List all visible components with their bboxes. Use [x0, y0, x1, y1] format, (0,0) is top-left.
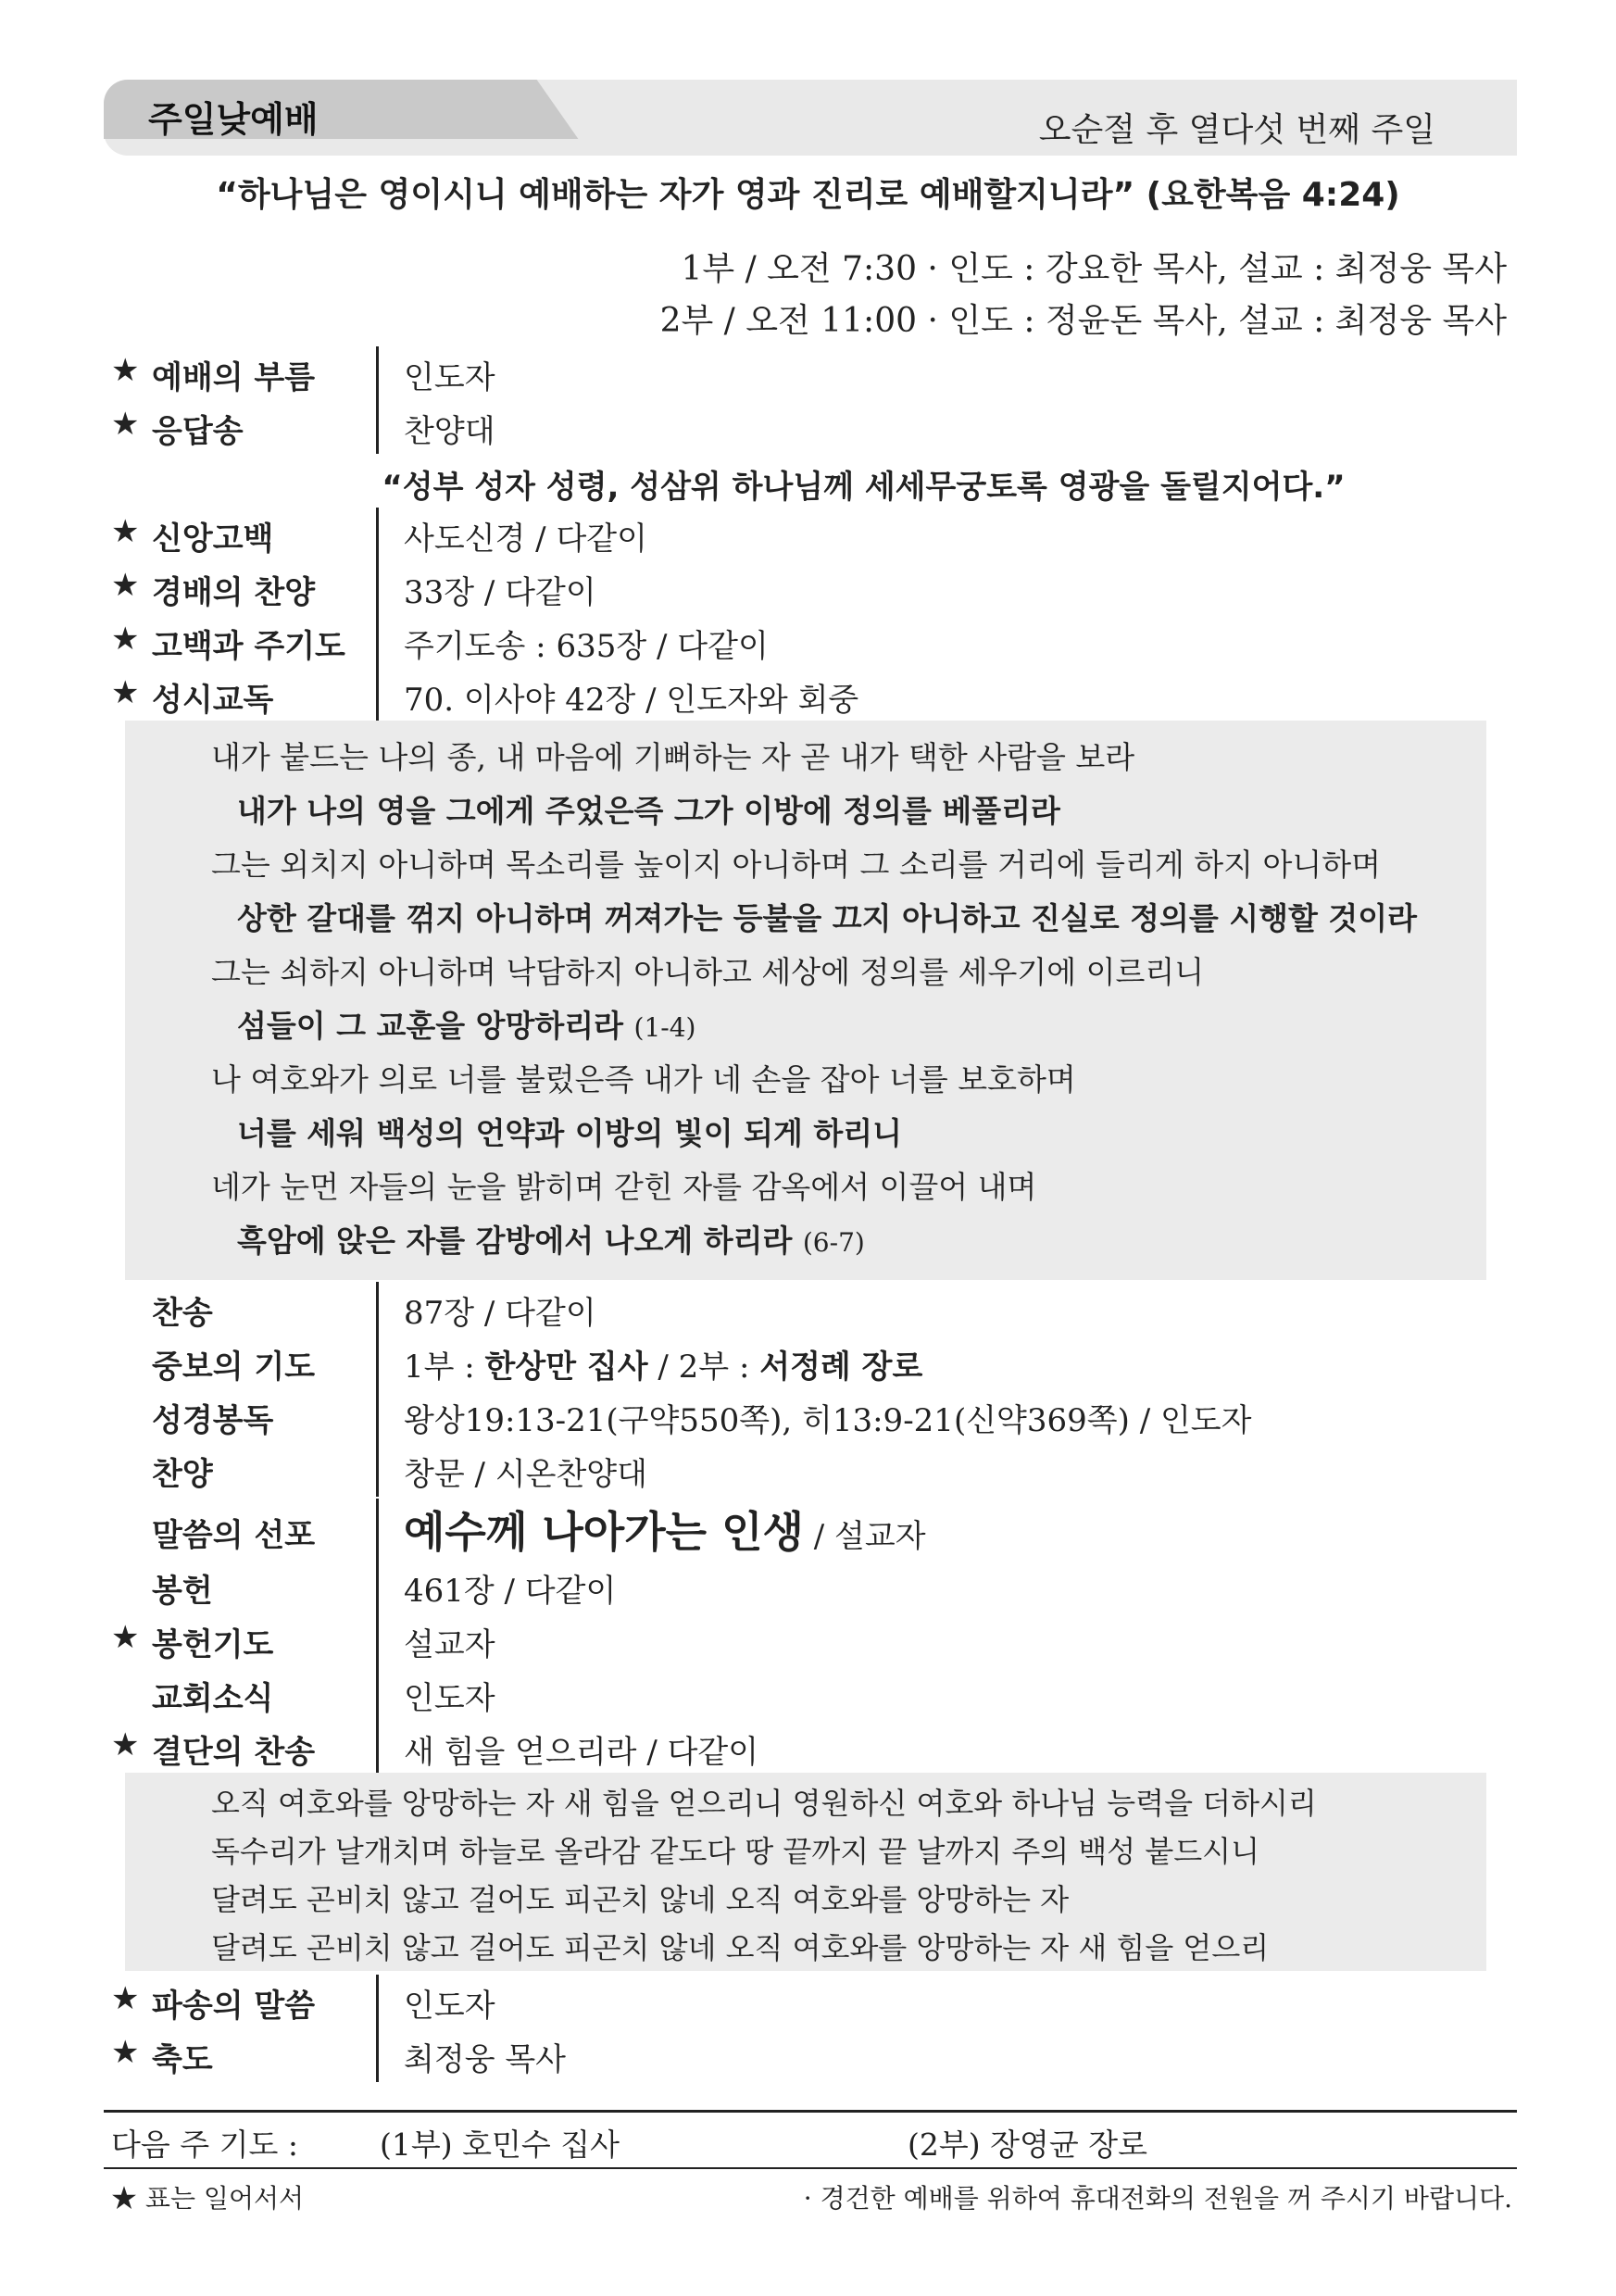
- next-week-prayer-second: (2부) 장영균 장로: [908, 2127, 1147, 2163]
- order-value: 461장 / 다같이: [404, 1573, 617, 1610]
- order-label: 봉헌: [152, 1573, 213, 1610]
- order-item-sermon: [111, 1499, 1510, 1558]
- order-item-creed: [111, 508, 1510, 559]
- order-label: 고백과 주기도: [152, 628, 345, 665]
- reading-line-congregation: 내가 나의 영을 그에게 주었은즉 그가 이방에 정의를 베풀리라: [237, 793, 1060, 829]
- order-item-intercession: [111, 1336, 1510, 1387]
- order-value: [404, 1341, 922, 1386]
- divider: [376, 1667, 379, 1721]
- stand-star-icon: ★: [111, 1619, 140, 1656]
- sermon-by: / 설교자: [803, 1518, 926, 1555]
- divider: [376, 1336, 379, 1389]
- order-value: 사도신경 / 다같이: [404, 521, 647, 558]
- reading-line-leader: 그는 외치지 아니하며 목소리를 높이지 아니하며 그 소리를 거리에 들리게 하지 아니하며: [211, 847, 1381, 883]
- order-item-confession: [111, 615, 1510, 667]
- reading-line-leader: 나 여호와가 의로 너를 불렀은즉 내가 네 손을 잡아 너를 보호하며: [211, 1061, 1076, 1098]
- order-value: 87장 / 다같이: [404, 1295, 596, 1332]
- reading-line-leader: 네가 눈먼 자들의 눈을 밝히며 갇힌 자를 감옥에서 이끌어 내며: [211, 1169, 1037, 1205]
- order-value: 주기도송 : 635장 / 다같이: [404, 628, 769, 665]
- order-label: 파송의 말씀: [152, 1988, 316, 2025]
- order-item-closing-hymn: [111, 1721, 1510, 1773]
- order-item-responsive-reading: [111, 669, 1510, 721]
- stand-star-icon: ★: [111, 2034, 140, 2071]
- schedule-first: 1부 / 오전 7:30 · 인도 : 강요한 목사, 설교 : 최정웅 목사: [681, 250, 1507, 288]
- sermon-title: 예수께 나아가는 인생: [404, 1507, 804, 1557]
- divider: [376, 346, 379, 400]
- next-week-prayer-label: 다음 주 기도 :: [111, 2127, 298, 2163]
- order-label: 말씀의 선포: [152, 1517, 316, 1554]
- divider: [376, 400, 379, 454]
- stand-star-icon: ★: [111, 674, 140, 711]
- footer-rule-bottom: [104, 2167, 1517, 2169]
- divider: [376, 508, 379, 561]
- doxology: “성부 성자 성령, 성삼위 하나님께 세세무궁토록 영광을 돌릴지어다.”: [382, 469, 1346, 506]
- stand-star-icon: ★: [111, 513, 140, 550]
- order-item-scripture: [111, 1389, 1510, 1441]
- order-label: 성시교독: [152, 682, 274, 719]
- stand-legend: ★ 표는 일어서서: [111, 2183, 305, 2214]
- order-item-call-to-worship: [111, 346, 1510, 398]
- order-value: 인도자: [404, 359, 495, 396]
- order-label: 중보의 기도: [152, 1349, 316, 1386]
- order-label: 찬송: [152, 1295, 213, 1332]
- reading-text: 섬들이 그 교훈을 앙망하리라: [237, 1008, 624, 1044]
- motto-verse: “하나님은 영이시니 예배하는 자가 영과 진리로 예배할지니라” (요한복음 4:24): [216, 176, 1400, 214]
- order-value: 70. 이사야 42장 / 인도자와 회중: [404, 682, 859, 719]
- divider: [376, 561, 379, 615]
- prayer-first-name: 한상만 집사: [484, 1349, 648, 1386]
- order-item-praise: [111, 561, 1510, 613]
- order-item-benediction: [111, 2028, 1510, 2080]
- divider: [376, 1560, 379, 1613]
- lyrics-line: 달려도 곤비치 않고 걸어도 피곤치 않네 오직 여호와를 앙망하는 자: [211, 1882, 1070, 1917]
- reading-line-leader: 그는 쇠하지 아니하며 낙담하지 아니하고 세상에 정의를 세우기에 이르리니: [211, 954, 1205, 990]
- page-title: 주일낮예배: [148, 99, 319, 140]
- prayer-second-name: 서정례 장로: [759, 1349, 923, 1386]
- lyrics-line: 독수리가 날개치며 하늘로 올라감 같도다 땅 끝까지 끝 날까지 주의 백성 붙드시니: [211, 1834, 1259, 1869]
- next-week-prayer-first: (1부) 호민수 집사: [380, 2127, 620, 2163]
- order-value: 33장 / 다같이: [404, 574, 596, 611]
- verse-ref: (6-7): [802, 1227, 865, 1258]
- order-item-offering: [111, 1560, 1510, 1612]
- order-value: [404, 1499, 926, 1560]
- reading-line-leader: 내가 붙드는 나의 종, 내 마음에 기뻐하는 자 곧 내가 택한 사람을 보라: [211, 739, 1135, 775]
- reading-line-congregation: 상한 갈대를 꺾지 아니하며 꺼져가는 등불을 끄지 아니하고 진실로 정의를 시행할 것이라: [237, 900, 1417, 936]
- stand-star-icon: ★: [111, 567, 140, 604]
- prayer-first-label: 1부 :: [404, 1349, 485, 1386]
- divider: [376, 1499, 379, 1560]
- order-value: 설교자: [404, 1626, 495, 1663]
- order-item-anthem: [111, 1443, 1510, 1495]
- order-item-offering-prayer: [111, 1613, 1510, 1665]
- order-label: 경배의 찬양: [152, 574, 316, 611]
- order-value: 최정웅 목사: [404, 2041, 567, 2078]
- schedule-second: 2부 / 오전 11:00 · 인도 : 정윤돈 목사, 설교 : 최정웅 목사: [659, 302, 1507, 340]
- order-value: 창문 / 시온찬양대: [404, 1456, 647, 1493]
- footer-rule-top: [104, 2110, 1517, 2113]
- order-label: 예배의 부름: [152, 359, 316, 396]
- divider: [376, 1443, 379, 1497]
- reading-line-congregation: [237, 1217, 865, 1261]
- reading-text: 흑암에 앉은 자를 감방에서 나오게 하리라: [237, 1223, 793, 1259]
- divider: [376, 1282, 379, 1336]
- stand-star-icon: ★: [111, 406, 140, 443]
- divider: [376, 1975, 379, 2028]
- divider: [376, 1613, 379, 1667]
- divider: [376, 2028, 379, 2082]
- order-value: 새 힘을 얻으리라 / 다같이: [404, 1734, 759, 1771]
- order-label: 봉헌기도: [152, 1626, 274, 1663]
- reading-line-congregation: 너를 세워 백성의 언약과 이방의 빛이 되게 하리니: [237, 1115, 902, 1151]
- lyrics-line: 오직 여호와를 앙망하는 자 새 힘을 얻으리니 영원하신 여호와 하나님 능력을 더하시리: [211, 1786, 1317, 1821]
- liturgical-week: 오순절 후 열다섯 번째 주일: [1038, 111, 1435, 149]
- verse-ref: (1-4): [633, 1012, 696, 1043]
- reading-line-congregation: [237, 1002, 695, 1046]
- order-item-hymn: [111, 1282, 1510, 1334]
- order-label: 찬양: [152, 1456, 213, 1493]
- order-value: 찬양대: [404, 413, 495, 450]
- divider: [376, 1721, 379, 1775]
- order-label: 축도: [152, 2041, 213, 2078]
- order-value: 인도자: [404, 1988, 495, 2025]
- order-item-response: [111, 400, 1510, 452]
- order-item-news: [111, 1667, 1510, 1719]
- order-label: 교회소식: [152, 1680, 274, 1717]
- divider: [376, 669, 379, 722]
- order-value: 인도자: [404, 1680, 495, 1717]
- order-label: 신앙고백: [152, 521, 274, 558]
- stand-star-icon: ★: [111, 352, 140, 389]
- prayer-second-label: / 2부 :: [647, 1349, 760, 1386]
- divider: [376, 615, 379, 669]
- stand-star-icon: ★: [111, 621, 140, 658]
- order-label: 응답송: [152, 413, 244, 450]
- lyrics-line: 달려도 곤비치 않고 걸어도 피곤치 않네 오직 여호와를 앙망하는 자 새 힘을 얻으리: [211, 1930, 1270, 1965]
- order-label: 성경봉독: [152, 1402, 274, 1439]
- divider: [376, 1389, 379, 1443]
- order-value: 왕상19:13-21(구약550쪽), 히13:9-21(신약369쪽) / 인도자: [404, 1402, 1252, 1439]
- stand-star-icon: ★: [111, 1980, 140, 2017]
- stand-star-icon: ★: [111, 1726, 140, 1763]
- order-label: 결단의 찬송: [152, 1734, 316, 1771]
- order-item-sending: [111, 1975, 1510, 2026]
- phone-notice: · 경건한 예배를 위하여 휴대전화의 전원을 꺼 주시기 바랍니다.: [803, 2183, 1512, 2214]
